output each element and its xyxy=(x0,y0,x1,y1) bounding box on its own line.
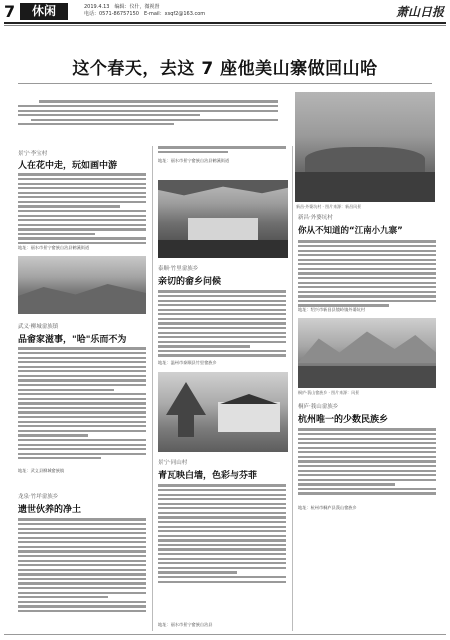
photo-col1-1 xyxy=(18,256,146,314)
section-label-5: 景宁·同山村 xyxy=(158,460,188,466)
date: 2019.4.13 xyxy=(84,4,110,10)
article-body-2 xyxy=(18,345,146,462)
article-body-3 xyxy=(18,516,146,615)
column-rule-1 xyxy=(152,146,153,631)
header-rule-thin xyxy=(4,25,446,26)
page-headline: 这个春天，去这 7 座他美山寨做回山哈 xyxy=(72,59,378,79)
page-bottom-rule xyxy=(4,634,446,635)
address-note-1: 地址：丽水市景宁畲族自治县鹤溪街道 xyxy=(18,245,90,250)
email: E-mail：xsqf2@163.com xyxy=(144,11,206,17)
article-body-7 xyxy=(298,426,436,497)
section-label-3: 龙泉·竹垟畲族乡 xyxy=(18,494,59,500)
intro-paragraph xyxy=(18,98,278,134)
photo-col2-2 xyxy=(158,372,288,452)
page-number: 7 xyxy=(4,2,16,21)
address-note-6: 地址：绍兴市新昌县镜岭镇外婆坑村 xyxy=(298,307,366,312)
section-title-7: 杭州唯一的少数民族乡 xyxy=(298,415,389,425)
phone: 电话：0571-86757150 xyxy=(84,11,139,17)
address-note-1b: 地址：丽水市景宁畲族自治县鹤溪街道 xyxy=(158,158,230,163)
section-title-1: 人在花中走，玩如画中游 xyxy=(18,161,118,171)
article-body-1-cont xyxy=(158,144,286,156)
article-body-5 xyxy=(158,482,286,585)
address-note-4: 地址：温州市泰顺县竹里畲族乡 xyxy=(158,360,217,365)
section-label-7: 桐庐·莪山畲族乡 xyxy=(298,404,339,410)
editor-line: 编辑：仪什，微视督 xyxy=(114,4,160,10)
header-meta-2 xyxy=(84,10,205,17)
section-title-4: 亲切的畲乡问候 xyxy=(158,277,222,287)
photo-col3-1 xyxy=(298,318,436,388)
section-title-6: 你从不知道的“江南小九寨” xyxy=(298,226,403,236)
section-label: 休闲 xyxy=(20,3,68,20)
photo-col2-1 xyxy=(158,180,288,258)
article-body-1 xyxy=(18,171,146,247)
article-body-6 xyxy=(298,238,436,309)
caption-col3: 桐庐·莪山畲族乡 · 图片来源：风景 xyxy=(298,390,360,395)
photo-right-top xyxy=(295,92,435,202)
section-label-2: 武义·柳城畲族镇 xyxy=(18,324,59,330)
article-body-4 xyxy=(158,288,286,359)
header-rule xyxy=(4,22,446,24)
section-title-3: 遗世伙养的净土 xyxy=(18,505,82,515)
headline-rule xyxy=(18,83,432,84)
section-title-2: 品畲家滋事，"哈"乐而不为 xyxy=(18,335,127,345)
address-note-7: 地址：杭州市桐庐县莪山畲族乡 xyxy=(298,505,357,510)
address-note-5: 地址：丽水市景宁畲族自治县 xyxy=(158,622,213,627)
newspaper-logo: 萧山日报 xyxy=(395,5,444,19)
header-meta-1 xyxy=(84,3,159,10)
caption-right-top: 新昌·外婆坑村 · 图片来源：新昌风景 xyxy=(296,204,362,209)
address-note-2: 地址：武义县柳城畲族镇 xyxy=(18,468,65,473)
section-title-5: 青瓦映白墙，色彩与芬菲 xyxy=(158,471,258,481)
section-label-4: 泰顺·竹里畲族乡 xyxy=(158,266,199,272)
section-label-6: 新昌·外婆坑村 xyxy=(298,215,333,221)
column-rule-2 xyxy=(292,146,293,631)
section-label-1: 景宁·李宝村 xyxy=(18,151,48,157)
